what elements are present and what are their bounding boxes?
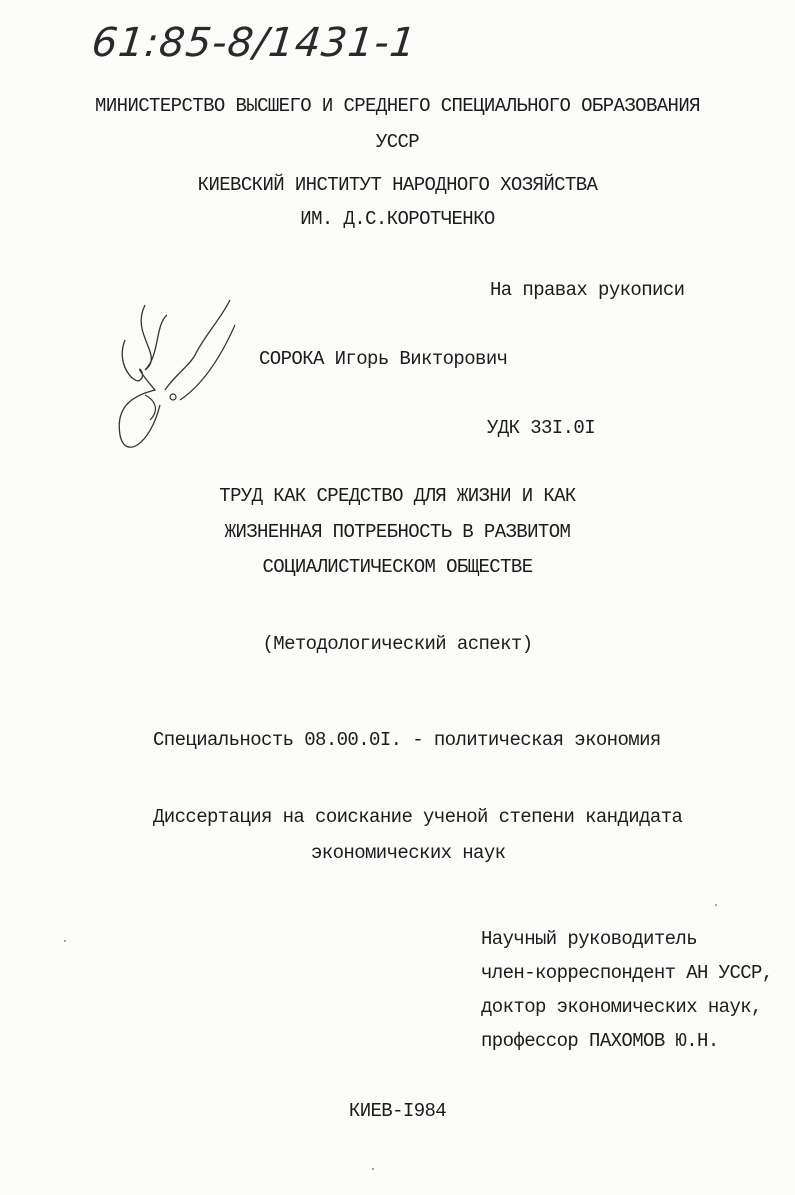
specialty-line: Специальность 08.00.0I. - политическая экономия	[153, 729, 661, 751]
title-line-1: ТРУД КАК СРЕДСТВО ДЛЯ ЖИЗНИ И КАК	[219, 485, 576, 507]
dissertation-line-1: Диссертация на соискание ученой степени кандидата	[153, 806, 683, 828]
institute-line-2: ИМ. Д.С.КОРОТЧЕНКО	[300, 208, 495, 230]
supervisor-line-2: член-корреспондент АН УССР,	[481, 962, 773, 984]
handwritten-signature	[105, 295, 250, 465]
title-line-3: СОЦИАЛИСТИЧЕСКОМ ОБЩЕСТВЕ	[262, 556, 533, 578]
supervisor-line-1: Научный руководитель	[481, 928, 698, 950]
scan-speck	[64, 940, 66, 942]
supervisor-line-3: доктор экономических наук,	[481, 996, 762, 1018]
ministry-line-1: МИНИСТЕРСТВО ВЫСШЕГО И СРЕДНЕГО СПЕЦИАЛЬНОГО ОБРАЗОВАНИЯ	[95, 95, 700, 117]
author-name: СОРОКА Игорь Викторович	[259, 348, 508, 370]
institute-line-1: КИЕВСКИЙ ИНСТИТУТ НАРОДНОГО ХОЗЯЙСТВА	[197, 174, 598, 196]
scan-speck	[372, 1168, 374, 1170]
title-line-2: ЖИЗНЕННАЯ ПОТРЕБНОСТЬ В РАЗВИТОМ	[224, 521, 571, 543]
udc-code: УДК 33I.0I	[487, 417, 596, 439]
dissertation-line-2: экономических наук	[311, 842, 506, 864]
scan-speck	[715, 904, 717, 906]
supervisor-line-4: профессор ПАХОМОВ Ю.Н.	[481, 1030, 719, 1052]
subtitle: (Методологический аспект)	[262, 633, 533, 655]
ministry-line-2: УССР	[375, 131, 420, 153]
city-year: КИЕВ-I984	[348, 1100, 447, 1122]
handwritten-archive-code: 61:85-8/1431-1	[89, 20, 419, 66]
manuscript-note: На правах рукописи	[490, 279, 685, 301]
